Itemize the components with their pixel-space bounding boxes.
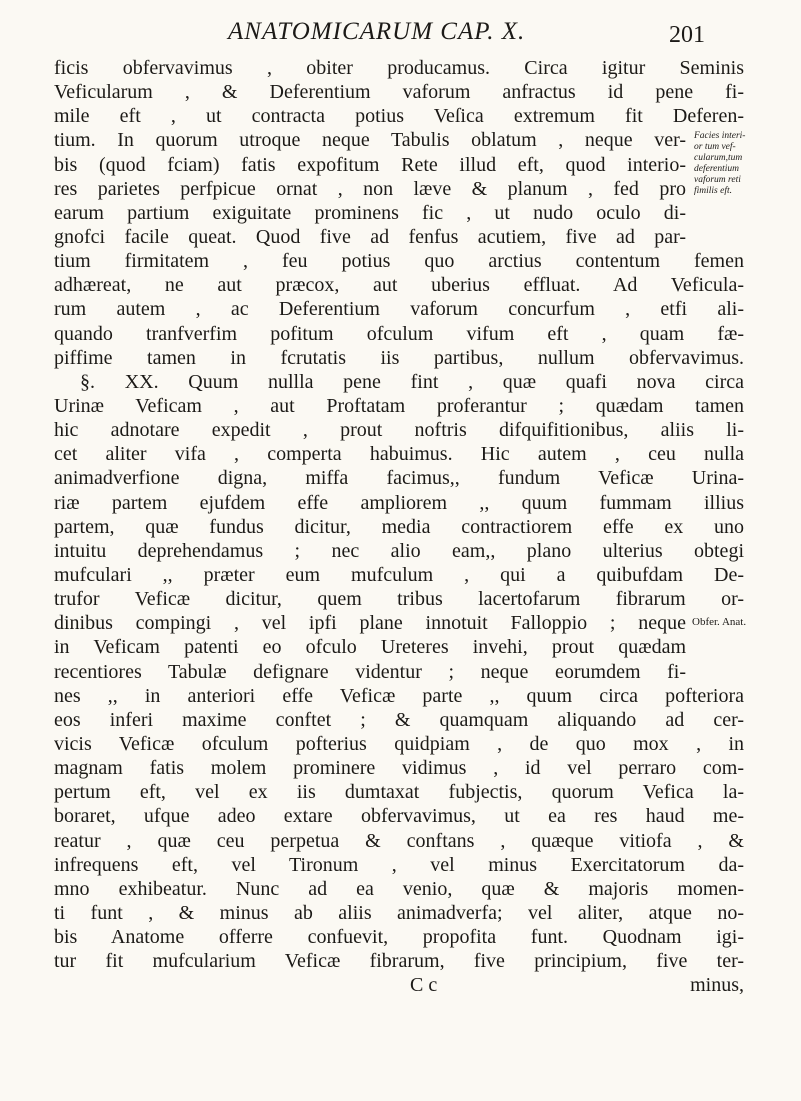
text-line: Urinæ Veficam , aut Proftatam proferantur ; quædam tamen [54,394,744,417]
text-line: hic adnotare expedit , prout noftris difquifitionibus, aliis li- [54,419,744,442]
text-line: piffime tamen in fcrutatis iis partibus, nullum obfervavimus. [54,346,744,369]
body-text [54,56,744,997]
page-number: 201 [669,22,705,48]
text-line: mufculari ,, præter eum mufculum , qui a quibufdam De- [54,563,744,586]
margin-note-line: cularum,tum [694,153,743,163]
margin-note-line: fimilis eft. [694,186,732,196]
text-line: ficis obfervavimus , obiter producamus. Circa igitur Seminis [54,57,744,79]
text-line: partem, quæ fundus dicitur, media contractiorem effe ex uno [54,515,744,538]
text-line: boraret, ufque adeo extare obfervavimus, ut ea res haud me- [54,805,744,828]
text-line: nes ,, in anteriori effe Veficæ parte ,, quum circa pofteriora [54,684,744,707]
text-line: vicis Veficæ ofculum pofterius quidpiam , de quo mox , in [54,732,744,755]
text-line: cet aliter vifa , comperta habuimus. Hic autem , ceu nulla [54,443,744,466]
margin-note-line: Obfer. Anat. [692,616,747,628]
text-line: Veficularum , & Deferentium vaforum anfractus id pene fi- [54,81,744,104]
text-line: gnofci facile queat. Quod five ad fenfus acutiem, five ad par- [54,225,686,248]
margin-note-line: vaforum reti [694,175,741,185]
text-line: intuitu deprehendamus ; nec alio eam,, plano ulterius obtegi [54,539,744,562]
text-line: riæ partem ejufdem effe ampliorem ,, quum fummam illius [54,491,744,514]
text-line: dinibus compingi , vel ipfi plane innotuit Falloppio ; neque [54,612,686,635]
text-line: reatur , quæ ceu perpetua & conftans , quæque vitiofa , & [54,829,744,852]
text-line: res parietes perfpicue ornat , non læve & planum , fed pro [54,177,686,200]
text-line: tium firmitatem , feu potius quo arctius contentum femen [54,250,744,273]
margin-note-line: Facies interi- [694,131,746,141]
footer-line [54,973,744,997]
text-line: bis Anatome offerre confuevit, propofita funt. Quodnam igi- [54,926,744,949]
margin-note-line: or tum vef- [694,142,736,152]
margin-note-facies [694,131,794,197]
text-line: §. XX. Quum nullla pene fint , quæ quafi nova circa [80,370,744,393]
text-line: mno exhibeatur. Nunc ad ea venio, quæ & majoris momen- [54,877,744,900]
signature-mark: C c [410,974,438,997]
text-line: trufor Veficæ dicitur, quem tribus lacertofarum fibrarum or- [54,588,744,611]
text-line: in Veficam patenti eo ofculo Ureteres invehi, prout quædam [54,636,686,659]
text-line: animadverfione digna, miffa facimus,, fundum Veficæ Urina- [54,467,744,490]
page-header [0,10,801,46]
text-line: infrequens eft, vel Tironum , vel minus Exercitatorum da- [54,853,744,876]
text-line: mile eft , ut contracta potius Veſica extremum fit Deferen- [54,105,744,128]
text-line: bis (quod fciam) fatis expofitum Rete illud eft, quod interio- [54,153,686,176]
text-line: pertum eft, vel ex iis dumtaxat fubjectis, quorum Vefica la- [54,781,744,804]
text-line: ti funt , & minus ab aliis animadverfa; vel aliter, atque no- [54,901,744,924]
text-line: magnam fatis molem prominere vidimus , id vel perraro com- [54,757,744,780]
margin-note-line: deferentium [694,164,740,174]
text-line: tur fit mufcularium Veficæ fibrarum, five principium, five ter- [54,950,744,973]
text-line: recentiores Tabulæ defignare videntur ; neque eorumdem fi- [54,660,686,683]
catchword: minus, [690,974,744,997]
text-line: earum partium exiguitate prominens fic , ut nudo oculo di- [54,201,686,224]
text-line: rum autem , ac Deferentium vaforum concurfum , etfi ali- [54,298,744,321]
margin-note-obfer-anat [692,617,792,628]
text-line: quando tranfverfim pofitum ofculum vifum eft , quam fæ- [54,322,744,345]
running-title: ANATOMICARUM CAP. X. [228,18,526,45]
text-line: tium. In quorum utroque neque Tabulis oblatum , neque ver- [54,129,686,152]
text-line: eos inferi maxime conftet ; & quamquam aliquando ad cer- [54,708,744,731]
text-line: adhæreat, ne aut præcox, aut uberius effluat. Ad Veficula- [54,274,744,297]
